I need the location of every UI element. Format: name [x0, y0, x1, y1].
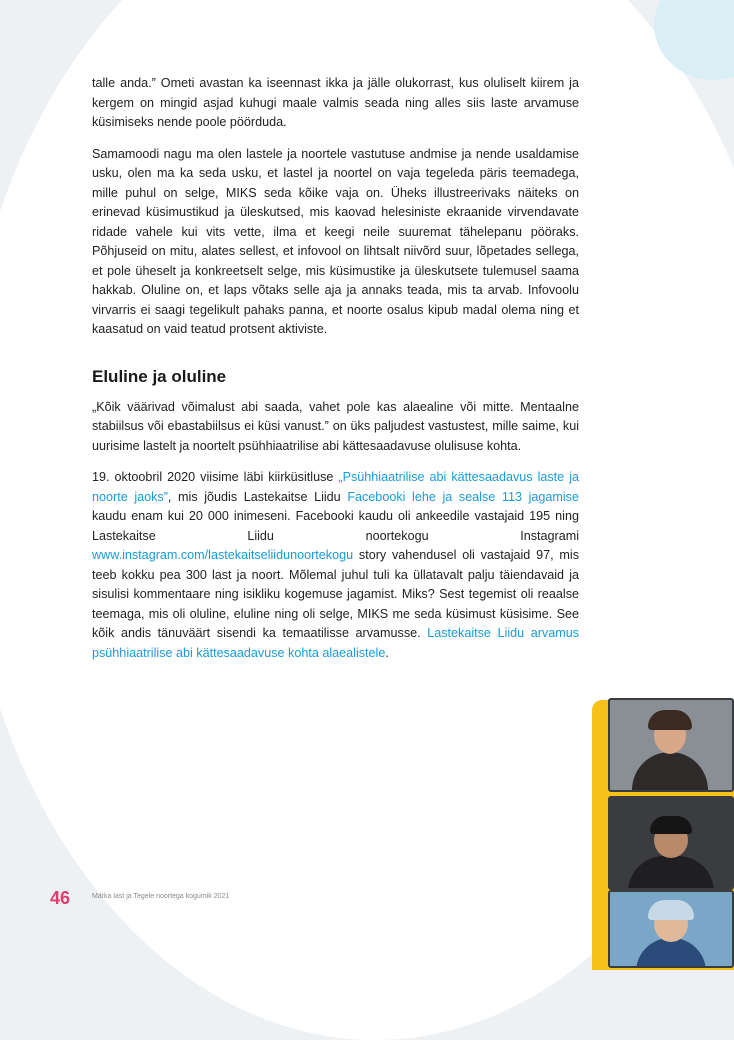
quote-paragraph: „Kõik väärivad võimalust abi saada, vahet pole kas alaealine või mitte. Mentaalne stabiilsus või ebastabiilsus ei küsi vanust.” on üks paljudest vastustest, mille saime, kui uurisime lastelt ja noortelt psühhiaatrilise abi kättesaadavuse olulisuse kohta.: [92, 399, 579, 453]
person-silhouette: [636, 938, 706, 968]
video-tile-participant-1: [608, 698, 734, 792]
paragraph: [92, 468, 579, 663]
person-hair: [648, 710, 692, 730]
text-span: , mis jõudis Lastekaitse Liidu: [167, 489, 348, 504]
article-body: [92, 74, 579, 675]
survey-link[interactable]: „Psühhiaatrilise abi kättesaadavus laste ja noorte jaoks”: [92, 470, 579, 504]
opinion-link[interactable]: Lastekaitse Liidu arvamus psühhiaatrilise abi kättesaadavuse kohta alaealistele: [92, 626, 579, 660]
text-span: kaudu enam kui 20 000 inimeseni. Facebooki kaudu oli ankeedile vastajaid 195 ning Lastekaitse Liidu noortekogu Instagrami: [92, 509, 579, 543]
text-span: .: [385, 645, 389, 660]
section-heading: Eluline ja oluline: [92, 366, 227, 386]
page-number: 46: [50, 888, 71, 908]
person-headwear: [648, 900, 694, 920]
person-silhouette: [632, 752, 708, 792]
video-tile-participant-2: [608, 796, 734, 890]
paragraph: Samamoodi nagu ma olen lastele ja noortele vastutuse andmise ja nende usaldamise usku, olen ma ka seda usku, et lastel ja noortel on vaja tegeleda päris teemadega, mille puhul on selge, MIKS seda kõike vaja on. Üheks illustreerivaks näiteks on erinevad küsimustikud ja üleskutsed, mis kaovad helesiniste ekraanide virvendavate ridade vahele kui vits vette, ilma et keegi neile suuremat tähelepanu pööraks. Põhjuseid on mitu, alates sellest, et infovool on lihtsalt niivõrd suur, lõpetades sellega, et pole üheselt ja konkreetselt selge, mis küsimustike ja üleskutsete tulemusel saama hakkab. Oluline on, et laps võtaks selle aja ja annaks teada, mis ta arvab. Infovoolu virvarris ei saagi tegelikult pahaks panna, et noorte osalus kipub madal olema ning et kaasatud on vaid teatud protsent aktiviste.: [92, 146, 579, 336]
text-span: story vahendusel oli vastajaid 97, mis teeb kokku pea 300 last ja noort. Mõlemal juhul tuli ka üllatavalt palju täiendavaid ja sisulisi kommentaare ning isikliku kogemuse jagamist. Miks? Sest tegemist oli reaalse teemaga, mis oli oluline, eluline ning oli selge, MIKS me seda küsimust küsisime. See kõik andis tänuväärt sisendi ka temaatilisse arvamusse.: [92, 548, 579, 640]
facebook-link[interactable]: Facebooki lehe ja sealse 113 jagamise: [347, 489, 579, 504]
video-tile-participant-3: [608, 890, 734, 968]
person-silhouette: [628, 856, 714, 890]
instagram-link[interactable]: www.instagram.com/lastekaitseliidunoortekogu: [92, 548, 354, 562]
person-hair: [650, 816, 692, 834]
footer-publication-title: Märka last ja Tegele noortega kogumik 2021: [92, 893, 230, 900]
paragraph: talle anda.” Ometi avastan ka iseennast ikka ja jälle olukorrast, kus oluliselt kiirem ja kergem on mingid asjad kuhugi maale valmis seada ning alles siis laste arvamuse küsimiseks nende poole pöörduda.: [92, 76, 579, 129]
text-span: 19. oktoobril 2020 viisime läbi kiirküsitluse: [92, 470, 339, 484]
